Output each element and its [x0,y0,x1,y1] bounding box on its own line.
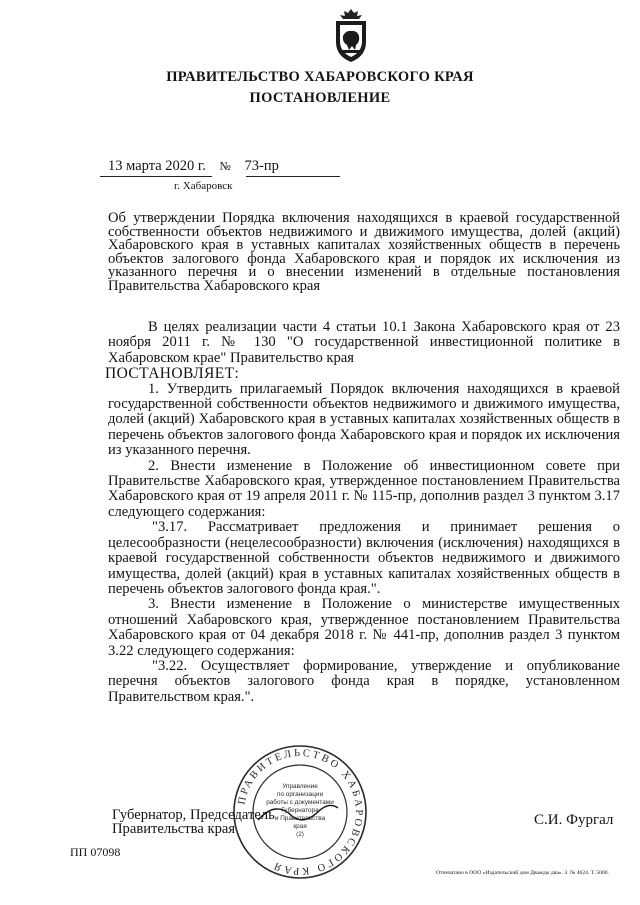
svg-text:Губернатора: Губернатора [281,807,319,814]
coat-of-arms-icon [330,6,372,64]
number-underline [246,176,340,177]
document-date-number [108,158,279,175]
printer-imprint: Отпечатано в ООО «Издательский дом Дважды два». З. № 4624. Т. 5000. [436,870,609,876]
svg-text:по организации: по организации [276,791,324,798]
preamble-paragraph: В целях реализации части 4 статьи 10.1 Закона Хабаровского края от 23 ноября 2011 г. № 130 "О государственной инвестиционной политике в Хабаровском крае" Правительство края [108,319,620,366]
item-2: 2. Внести изменение в Положение об инвестиционном совете при Правительстве Хабаровского края, утвержденное постановлением Правительства Хабаровского края от 19 апреля 2011 г. № 115-пр, дополнив раздел 3 пунктом 3.17 следующего содержания: [108,457,620,520]
official-seal-stamp [230,742,370,882]
date-underline [100,176,212,177]
svg-text:края: края [293,823,307,830]
position-line-1: Губернатор, Председатель [112,807,275,823]
position-line-2: Правительства края [112,821,236,837]
svg-text:Управление: Управление [282,783,318,790]
document-number: 73-пр [244,158,279,174]
document-code: ПП 07098 [70,845,121,859]
seal-ring-text: ПРАВИТЕЛЬСТВО ХАБАРОВСКОГО КРАЯ [236,747,365,877]
resolves-heading: ПОСТАНОВЛЯЕТ: [105,365,240,383]
svg-text:(2): (2) [296,831,304,838]
svg-text:работы с документами: работы с документами [266,799,334,806]
item-3-quote: "3.22. Осуществляет формирование, утверждение и опубликование перечня объектов залогового фонда края в порядке, установленном Правительством края.". [108,657,620,705]
document-date: 13 марта 2020 г. [108,158,206,174]
city: г. Хабаровск [174,180,233,192]
item-2-quote: "3.17. Рассматривает предложения и принимает решения о целесообразности (нецелесообразности) включения (исключения) находящихся в краевой государственной собственности объектов недвижимого и движимого имущества, долей (акций) края в уставных капиталах хозяйственных обществ в перечень объектов залогового фонда края.". [108,519,620,597]
item-1: 1. Утвердить прилагаемый Порядок включения находящихся в краевой государственной собственности объектов недвижимого и движимого имущества, долей (акций) Хабаровского края в уставных капиталах хозяйственных обществ в перечень объектов залогового фонда Хабаровского края и порядок их исключения из указанного перечня. [108,380,620,459]
item-3: 3. Внести изменение в Положение о министерстве имущественных отношений Хабаровского края, утвержденное постановлением Правительства Хабаровского края от 04 декабря 2018 г. № 441-пр, дополнив раздел 3 пунктом 3.22 следующего содержания: [108,596,620,659]
document-title: Об утверждении Порядка включения находящихся в краевой государственной собственности объектов недвижимого и движимого имущества, долей (акций) Хабаровского края в уставных капиталах хозяйственных обществ в перечень объектов залогового фонда Хабаровского края и порядок их исключения из указанного перечня и о внесении изменений в отдельные постановления Правительства Хабаровского края [108,210,620,294]
svg-text:и Правительства: и Правительства [274,815,326,822]
signatory-name: С.И. Фургал [534,812,614,828]
document-type: ПОСТАНОВЛЕНИЕ [249,90,391,106]
document-body [105,319,620,705]
number-sign: № [219,159,231,173]
organization-name: ПРАВИТЕЛЬСТВО ХАБАРОВСКОГО КРАЯ [166,69,474,85]
